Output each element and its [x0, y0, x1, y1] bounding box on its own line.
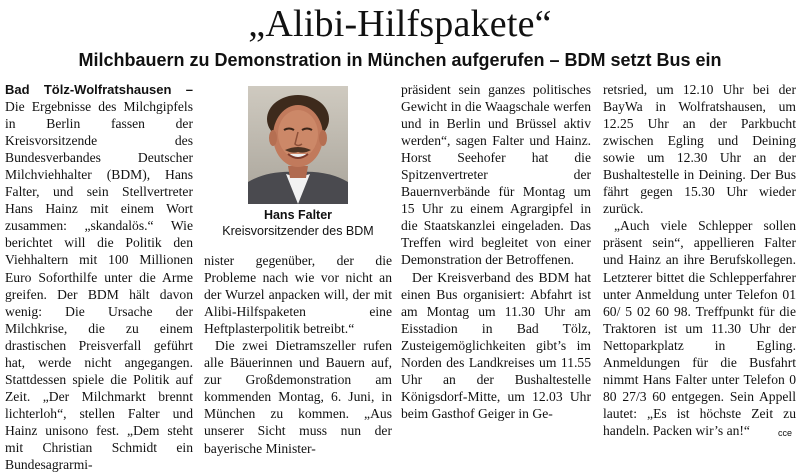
dateline: Bad Tölz-Wolfratshausen – [5, 82, 193, 97]
column-1 [5, 81, 193, 473]
paragraph: präsident sein ganzes politisches Gewicht in die Waagschale werfen und in Berlin und Brüssel aktiv werden“, sagen Falter und Hainz. Horst Seehofer hat die Spitzenvertreter der Bauernverbände für Montag um 15 Uhr zu einem Agrargipfel in die Staatskanzlei eingeladen. Das Treffen wird begleitet von einer Demonstration der Betroffenen. [401, 82, 591, 268]
paragraph: retsried, um 12.10 Uhr bei der BayWa in Wolfratshausen, um 12.25 Uhr an der Parkbucht zwischen Egling und Deining sowie um 12.30 Uhr an der Bushaltestelle in Deining. Der Bus fährt gegen 15.30 Uhr wieder zurück. [603, 82, 796, 217]
portrait-image [248, 86, 348, 204]
column-2 [204, 252, 392, 457]
column-4 [603, 81, 796, 439]
headline: „Alibi-Hilfspakete“ [248, 3, 552, 45]
subheadline: Milchbauern zu Demonstration in München aufgerufen – BDM setzt Bus ein [78, 50, 722, 70]
paragraph: „Auch viele Schlepper sollen präsent sein“, appellieren Falter und Hainz an ihre Berufskollegen. Letzterer bittet die Schlepperfahrer unter Anmeldung unter Telefon 01 60/ 5 02 60 98. Treffpunkt für die Traktoren ist um 11.30 Uhr der Nettoparkplatz in Egling. Anmeldungen für die Busfahrt nimmt Hans Falter unter Telefon 0 80 27/3 60 entgegen. Sein Appell lautet: „Es ist höchste Zeit zu handeln. Packen wir’s an!“ [603, 218, 796, 438]
paragraph: nister gegenüber, der die Probleme nach wie vor nicht an der Wurzel anpacken will, der mit Alibi-Hilfspaketen eine Heftplasterpolitik betreibt.“ [204, 253, 392, 337]
photo-caption-name: Hans Falter [263, 208, 333, 222]
paragraph: Die zwei Dietramszeller rufen alle Bäuerinnen und Bauern auf, zur Großdemonstration am kommenden Montag, 6. Juni, in München zu kommen. „Aus unserer Sicht muss nun der bayerische Minister- [204, 338, 392, 456]
author-initials: cce [777, 428, 792, 438]
paragraph-text: Die Ergebnisse des Milchgipfels in Berlin fassen der Kreisvorsitzende des Bundesverbandes Deutscher Milchviehhalter (BDM), Hans Falter, und sein Stellvertreter Hans Hainz mit einem Wort zusammen: „skandalös.“ Wie berichtet will die Politik den Viehhaltern mit 100 Millionen Euro Soforthilfe unter die Arme greifen. Der BDM hält davon wenig: Die Ursache der Milchkrise, die zu einem drastischen Preisverfall geführt hat, werde nicht angegangen. Stattdessen spiele die Politik auf Zeit. „Der Milchmarkt brennt lichterloh“, stellen Falter und Hainz unisono fest. „Dem steht mit Christian Schmidt ein Bundesagrarmi- [5, 99, 193, 473]
photo-caption-role: Kreisvorsitzender des BDM [222, 224, 374, 238]
column-3 [401, 81, 591, 422]
paragraph [5, 81, 193, 473]
portrait-photo [248, 86, 348, 204]
paragraph: Der Kreisverband des BDM hat einen Bus organisiert: Abfahrt ist am Montag um 11.30 Uhr am Eisstadion in Bad Tölz, Zusteigemöglichkeiten gibt’s im Norden des Landkreises um 11.55 Uhr an der Bushaltestelle Königsdorf-Mitte, um 12.03 Uhr beim Gasthof Geiger in Ge- [401, 269, 591, 421]
